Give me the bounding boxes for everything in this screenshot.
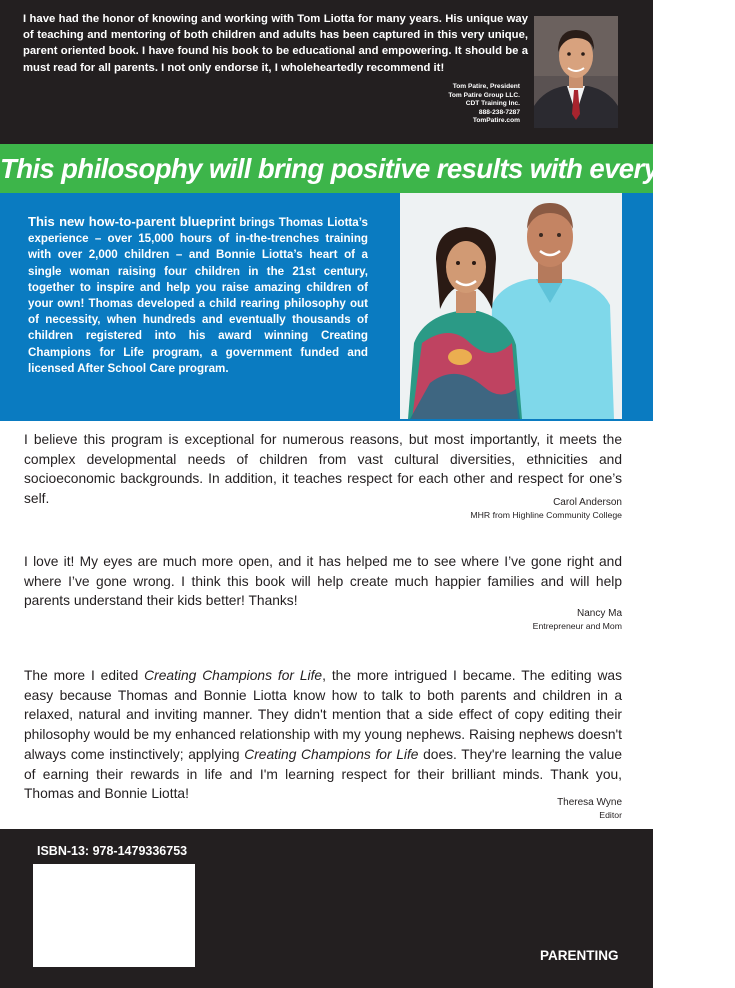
- credit-name: Tom Patire, President: [452, 83, 520, 90]
- testimonial-role-2: Entrepreneur and Mom: [532, 621, 622, 631]
- top-endorsement-band: [0, 0, 653, 144]
- blueprint-lead: This new how-to-parent blueprint: [28, 214, 236, 229]
- credit-training: CDT Training Inc.: [465, 100, 520, 108]
- testimonial-name-2: Nancy Ma: [576, 608, 622, 619]
- portrait-illustration: [534, 16, 618, 128]
- blueprint-body: brings Thomas Liotta’s experience – over 15,000 hours of in-the-trenches training with over 2,000 children – and Bonnie Liotta’s heart of a single woman raising four children in the 21st century, together to inspire and help you raise amazing children of your own! Thomas developed a child rearing philosophy out of necessity, when hundreds and eventually thousands of children registered into his award winning Creating Champions for Life program, a government funded and licensed After School Care program.: [28, 216, 368, 375]
- back-cover-footer: [0, 829, 653, 988]
- testimonial-quote-2: I love it! My eyes are much more open, and it has helped me to see where I’ve gone right and where I’ve gone wrong. I think this book will help create much happier families and will help parents understand their kids better! Thanks!: [24, 554, 622, 609]
- authors-photo: [400, 193, 622, 419]
- credit-company: Tom Patire Group LLC.: [448, 91, 520, 99]
- testimonial-name-3: Theresa Wyne: [557, 797, 622, 808]
- credit-phone: 888-238-7287: [478, 108, 520, 116]
- authors-illustration: [400, 193, 622, 419]
- category-label: PARENTING: [540, 948, 619, 963]
- endorser-portrait-photo: [534, 16, 618, 128]
- testimonial-name-1: Carol Anderson: [553, 497, 622, 508]
- testimonial-attribution-2: [533, 607, 622, 633]
- isbn-label: ISBN-13: 978-1479336753: [37, 844, 188, 858]
- quote-3-part-1: The more I edited: [24, 668, 145, 683]
- testimonial-attribution-1: [470, 496, 622, 522]
- quote-3-part-2: , the more intrigued I became. The editing was easy because Thomas and Bonnie Liotta know how to talk to both parents and children in a relaxed, natural and inviting manner. They didn't mention that a side effect of copy editing their philosophy would be my enhanced relationship with my young nephews. Raising nephews doesn't always come instinctively; applying: [24, 668, 623, 762]
- book-title-italic-2: Creating Champions for Life: [244, 746, 419, 762]
- testimonial-quote-3: [24, 666, 622, 804]
- credit-website: TomPatire.com: [472, 117, 520, 125]
- banner-headline: This philosophy will bring positive results with every child!: [0, 153, 735, 184]
- barcode-placeholder: [33, 864, 195, 967]
- testimonial-attribution-3: [557, 796, 622, 822]
- book-title-italic-1: Creating Champions for Life: [144, 668, 323, 683]
- testimonial-quote-1: I believe this program is exceptional for numerous reasons, but most importantly, it meets the complex developmental needs of children from vast cultural diversities, ethnicities and socioeconomic backgrounds. In addition, it teaches respect for each other and respect for one’s self.: [24, 432, 622, 507]
- blueprint-description: [28, 214, 368, 377]
- blueprint-section: [0, 193, 653, 421]
- headline-banner: [0, 144, 735, 193]
- testimonial-role-1: MHR from Highline Community College: [470, 510, 622, 520]
- endorsement-quote: I have had the honor of knowing and working with Tom Liotta for many years. His unique way of teaching and mentoring of both children and adults has been captured in this very unique, parent oriented book. I have found his book to be educational and empowering. It should be a must read for all parents. I not only endorse it, I wholeheartedly recommend it!: [23, 13, 528, 74]
- endorsement-credit: [360, 83, 520, 126]
- quote-3-part-3: does. They're learning the value of earning their rewards in life and I'm learning respect for their brilliant minds. Thank you, Thomas and Bonnie Liotta!: [24, 746, 623, 802]
- testimonial-role-3: Editor: [599, 810, 622, 820]
